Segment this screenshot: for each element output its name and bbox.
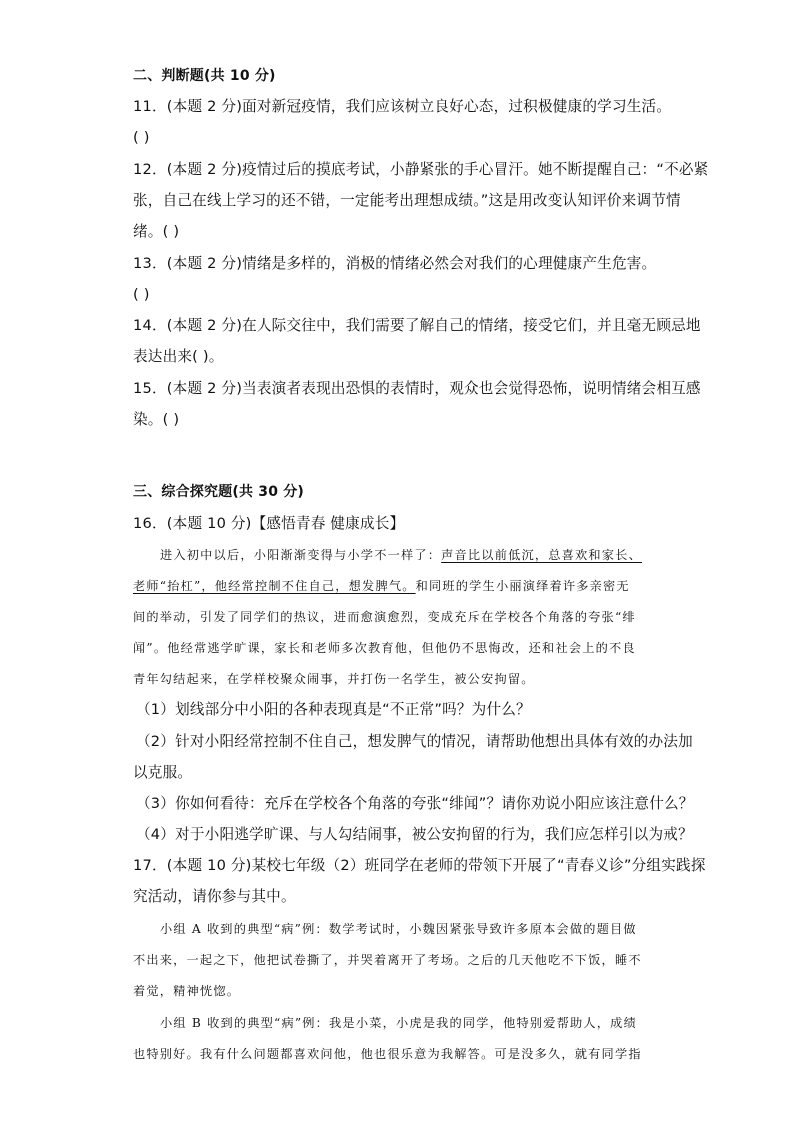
passage-text: 和同班的学生小丽演绎着许多亲密无	[415, 579, 630, 593]
passage-16-line-5: 青年勾结起来，在学样校聚众闹事，并打伤一名学生，被公安拘留。	[133, 672, 535, 686]
underlined-text: 老师“抬杠”，他经常控制不住自己，想发脾气。	[133, 579, 416, 593]
question-12-line-2: 张，自己在线上学习的还不错，一定能考出理想成绩。”这是用改变认知评价来调节情	[133, 192, 681, 209]
question-17: 17．(本题 10 分)某校七年级（2）班同学在老师的带领下开展了“青春义诊”分组实践探	[133, 857, 706, 874]
sub-question-16-2-line-2: 以克服。	[133, 764, 193, 781]
answer-blank-11: ( )	[133, 129, 150, 146]
case-b-line-1: 小组 B 收到的典型“病”例：我是小菜，小虎是我的同学，他特别爱帮助人，成绩	[160, 1016, 637, 1030]
case-a-line-1: 小组 A 收到的典型“病”例：数学考试时，小魏因紧张导致许多原本会做的题目做	[160, 922, 637, 936]
answer-blank-13: ( )	[133, 286, 150, 303]
sub-question-16-2: （2）针对小阳经常控制不住自己，想发脾气的情况，请帮助他想出具体有效的办法加	[136, 733, 693, 750]
answer-blank-12: 绪。( )	[133, 223, 180, 240]
underlined-text: 声音比以前低沉，总喜欢和家长、	[441, 548, 642, 562]
passage-16-line-3: 间的举动，引发了同学们的热议，进而愈演愈烈，变成充斥在学校各个角落的夸张“绯	[133, 610, 636, 624]
answer-blank-15: 染。( )	[133, 411, 180, 428]
sub-question-16-1: （1）划线部分中小阳的各种表现真是“不正常”吗？为什么？	[136, 701, 531, 718]
answer-blank-14: 表达出来( )。	[133, 348, 224, 365]
sub-question-16-4: （4）对于小阳逃学旷课、与人勾结闹事，被公安拘留的行为，我们应怎样引以为戒？	[136, 826, 693, 843]
question-15: 15．(本题 2 分)当表演者表现出恐惧的表情时，观众也会觉得恐怖，说明情绪会相互感	[133, 380, 701, 397]
question-11: 11．(本题 2 分)面对新冠疫情，我们应该树立良好心态，过积极健康的学习生活。	[133, 98, 672, 115]
section-2-title: 二、判断题(共 10 分)	[133, 68, 276, 84]
question-14: 14．(本题 2 分)在人际交往中，我们需要了解自己的情绪，接受它们，并且毫无顾忌地	[133, 317, 701, 334]
section-3-title: 三、综合探究题(共 30 分)	[133, 484, 305, 500]
case-a-line-3: 着觉，精神恍惚。	[133, 984, 241, 998]
passage-16-line-1	[160, 545, 642, 565]
sub-question-16-3: （3）你如何看待：充斥在学校各个角落的夸张“绯闻”？请你劝说小阳应该注意什么？	[136, 795, 694, 812]
passage-16-line-2	[133, 576, 630, 596]
question-17-line-2: 究活动，请你参与其中。	[133, 888, 296, 905]
passage-16-line-4: 闻”。他经常逃学旷课，家长和老师多次教育他，但他仍不思悔改，还和社会上的不良	[133, 641, 636, 655]
question-16-header: 16．(本题 10 分)【感悟青春 健康成长】	[133, 515, 405, 532]
question-12: 12．(本题 2 分)疫情过后的摸底考试，小静紧张的手心冒汗。她不断提醒自己：“不必紧	[133, 161, 709, 178]
passage-text: 进入初中以后，小阳渐渐变得与小学不一样了：	[160, 548, 442, 562]
question-13: 13．(本题 2 分)情绪是多样的，消极的情绪必然会对我们的心理健康产生危害。	[133, 255, 657, 272]
case-b-line-2: 也特别好。我有什么问题都喜欢问他，他也很乐意为我解答。可是没多久，就有同学指	[133, 1047, 642, 1061]
case-a-line-2: 不出来，一起之下，他把试卷撕了，并哭着离开了考场。之后的几天他吃不下饭，睡不	[133, 953, 642, 967]
